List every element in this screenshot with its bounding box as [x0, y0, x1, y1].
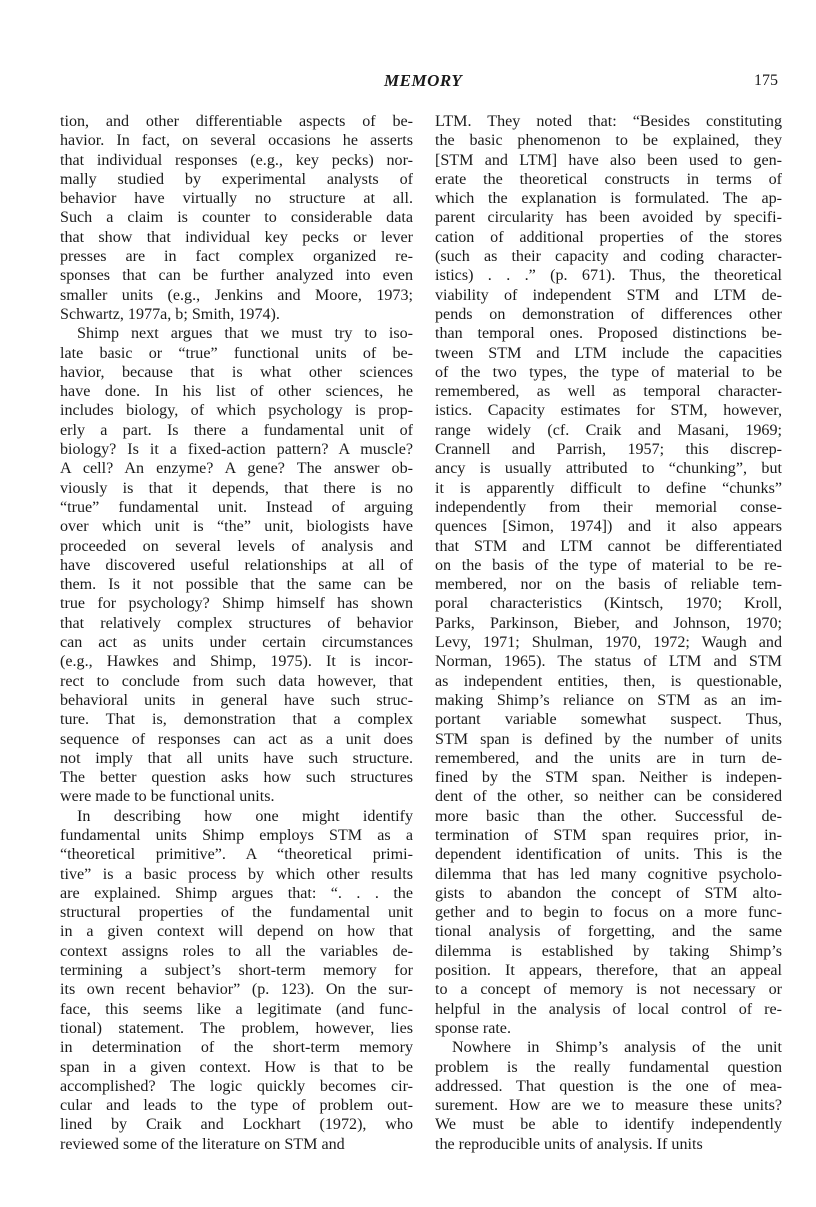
right-text-column [435, 112, 782, 1154]
text-line: which the explanation is formulated. The ap- [435, 190, 782, 208]
text-line: late basic or “true” functional units of be- [60, 344, 413, 362]
text-line: viability of independent STM and LTM de- [435, 286, 782, 304]
text-line: are explained. Shimp argues that: “. . . the [60, 884, 413, 902]
text-line: “theoretical primitive”. A “theoretical primi- [60, 846, 413, 864]
text-line: tional) statement. The problem, however, lies [60, 1019, 413, 1037]
text-line: reviewed some of the literature on STM and [60, 1135, 345, 1153]
text-line: as independent entities, then, is questionable, [435, 672, 782, 690]
text-line: accomplished? The logic quickly becomes cir- [60, 1077, 413, 1095]
text-line: in a given context will depend on how that [60, 923, 413, 941]
text-line: on the basis of the type of material to be re- [435, 556, 782, 574]
text-line: dilemma is established by taking Shimp’s [435, 942, 782, 960]
text-line: “true” fundamental unit. Instead of arguing [60, 498, 413, 516]
text-line: havior, because that is what other sciences [60, 363, 413, 381]
text-line: rect to conclude from such data however, that [60, 672, 413, 690]
text-line: were made to be functional units. [60, 788, 275, 806]
text-line: fined by the STM span. Neither is indepen- [435, 769, 782, 787]
text-line: smaller units (e.g., Jenkins and Moore, 1973; [60, 286, 413, 304]
running-title: MEMORY [384, 71, 463, 90]
text-line: dilemma that has led many cognitive psycholo- [435, 865, 782, 883]
text-line: remembered, and the units are in turn de- [435, 749, 782, 767]
text-line: The better question asks how such structures [60, 769, 413, 787]
text-line: not imply that all units have such structure. [60, 749, 413, 767]
text-line: than temporal ones. Proposed distinctions be- [435, 325, 782, 343]
text-line: ture. That is, demonstration that a complex [60, 711, 413, 729]
text-line: helpful in the analysis of local control of re- [435, 1000, 782, 1018]
text-line: A cell? An enzyme? A gene? The answer ob- [60, 460, 413, 478]
text-line: range widely (cf. Craik and Masani, 1969; [435, 421, 782, 439]
text-line: structural properties of the fundamental unit [60, 904, 413, 922]
text-line: problem is the really fundamental question [435, 1058, 782, 1076]
text-line: tween STM and LTM include the capacities [435, 344, 782, 362]
text-line: fundamental units Shimp employs STM as a [60, 826, 413, 844]
text-line: istics) . . .” (p. 671). Thus, the theoretical [435, 267, 782, 285]
text-line: cular and leads to the type of problem out- [60, 1097, 413, 1115]
text-line: over which unit is “the” unit, biologists have [60, 518, 413, 536]
text-line: face, this seems like a legitimate (and func- [60, 1000, 413, 1018]
text-line: membered, nor on the basis of reliable tem- [435, 576, 782, 594]
text-line: Nowhere in Shimp’s analysis of the unit [452, 1039, 782, 1057]
text-line: behavior have virtually no structure at all. [60, 190, 413, 208]
text-line: quences [Simon, 1974]) and it also appears [435, 518, 782, 536]
text-line: sponses that can be further analyzed into even [60, 267, 413, 285]
text-line: LTM. They noted that: “Besides constituting [435, 113, 782, 130]
text-line: ancy is usually attributed to “chunking”, but [435, 460, 782, 478]
text-line: that STM and LTM cannot be differentiated [435, 537, 782, 555]
text-line: Shimp next argues that we must try to iso- [77, 325, 413, 343]
text-line: sequence of responses can act as a unit does [60, 730, 413, 748]
text-line: lined by Craik and Lockhart (1972), who [60, 1116, 413, 1134]
text-line: to a concept of memory is not necessary or [435, 981, 782, 999]
text-line: tive” is a basic process by which other results [60, 865, 413, 883]
text-line: portant variable somewhat suspect. Thus, [435, 711, 782, 729]
text-line: context assigns roles to all the variables de- [60, 942, 413, 960]
text-line: it is apparently difficult to define “chunks” [435, 479, 782, 497]
text-line: the reproducible units of analysis. If units [435, 1135, 703, 1153]
text-line: (e.g., Hawkes and Shimp, 1975). It is incor- [60, 653, 413, 671]
text-line: [STM and LTM] have also been used to gen- [435, 151, 782, 169]
text-line: We must be able to identify independently [435, 1116, 782, 1134]
text-line: termining a subject’s short-term memory for [60, 962, 413, 980]
text-line: termination of STM span requires prior, in- [435, 826, 782, 844]
page-number: 175 [754, 72, 778, 89]
text-line: independently from their memorial conse- [435, 498, 782, 516]
text-line: parent circularity has been avoided by specifi- [435, 209, 782, 227]
text-line: dent of the other, so neither can be considered [435, 788, 782, 806]
text-line: In describing how one might identify [77, 807, 413, 825]
text-line: surement. How are we to measure these units? [435, 1097, 782, 1115]
text-line: erly a part. Is there a fundamental unit of [60, 421, 413, 439]
text-line: have done. In his list of other sciences, he [60, 383, 413, 401]
text-line: viously is that it depends, that there is no [60, 479, 413, 497]
text-line: istics. Capacity estimates for STM, however, [435, 402, 782, 420]
text-line: that show that individual key pecks or lever [60, 228, 413, 246]
text-line: making Shimp’s reliance on STM as an im- [435, 691, 782, 709]
text-line: pends on demonstration of differences other [435, 305, 782, 323]
text-line: behavioral units in general have such struc- [60, 691, 413, 709]
text-line: (such as their capacity and coding character- [435, 248, 782, 266]
text-line: cation of additional properties of the stores [435, 228, 782, 246]
text-line: proceeded on several levels of analysis and [60, 537, 413, 555]
text-line: Crannell and Parrish, 1957; this discrep- [435, 441, 782, 459]
text-line: erate the theoretical constructs in terms of [435, 170, 782, 188]
text-line: biology? Is it a fixed-action pattern? A muscle? [60, 441, 413, 459]
text-line: position. It appears, therefore, that an appeal [435, 962, 782, 980]
text-line: more basic than the other. Successful de- [435, 807, 782, 825]
text-line: in determination of the short-term memory [60, 1039, 413, 1057]
text-line: that relatively complex structures of behavior [60, 614, 413, 632]
text-line: of the two types, the type of material to be [435, 363, 782, 381]
text-line: Schwartz, 1977a, b; Smith, 1974). [60, 305, 280, 323]
text-line: presses are in fact complex organized re- [60, 248, 413, 266]
text-line: Levy, 1971; Shulman, 1970, 1972; Waugh and [435, 634, 782, 652]
text-line: that individual responses (e.g., key pecks) nor- [60, 151, 413, 169]
text-line: poral characteristics (Kintsch, 1970; Kroll, [435, 595, 782, 613]
text-line: STM span is defined by the number of units [435, 730, 782, 748]
text-line: gether and to begin to focus on a more func- [435, 904, 782, 922]
running-header [0, 71, 816, 95]
text-line: tional analysis of forgetting, and the same [435, 923, 782, 941]
text-line: Parks, Parkinson, Bieber, and Johnson, 1970; [435, 614, 782, 632]
text-line: sponse rate. [435, 1019, 511, 1037]
text-line: havior. In fact, on several occasions he asserts [60, 132, 413, 150]
text-line: addressed. That question is the one of mea- [435, 1077, 782, 1095]
text-line: mally studied by experimental analysts of [60, 170, 413, 188]
text-line: can act as units under certain circumstances [60, 634, 413, 652]
text-line: gists to abandon the concept of STM alto- [435, 884, 782, 902]
text-line: have discovered useful relationships at all of [60, 556, 413, 574]
left-text-column [60, 112, 413, 1154]
text-line: its own recent behavior” (p. 123). On the sur- [60, 981, 413, 999]
text-line: dependent identification of units. This is the [435, 846, 782, 864]
text-line: Such a claim is counter to considerable data [60, 209, 413, 227]
text-line: Norman, 1965). The status of LTM and STM [435, 653, 782, 671]
text-line: the basic phenomenon to be explained, they [435, 132, 782, 150]
text-line: tion, and other differentiable aspects of be- [60, 113, 413, 130]
text-line: span in a given context. How is that to be [60, 1058, 413, 1076]
text-line: them. Is it not possible that the same can be [60, 576, 413, 594]
text-line: true for psychology? Shimp himself has shown [60, 595, 413, 613]
text-line: includes biology, of which psychology is prop- [60, 402, 413, 420]
text-line: remembered, as well as temporal character- [435, 383, 782, 401]
